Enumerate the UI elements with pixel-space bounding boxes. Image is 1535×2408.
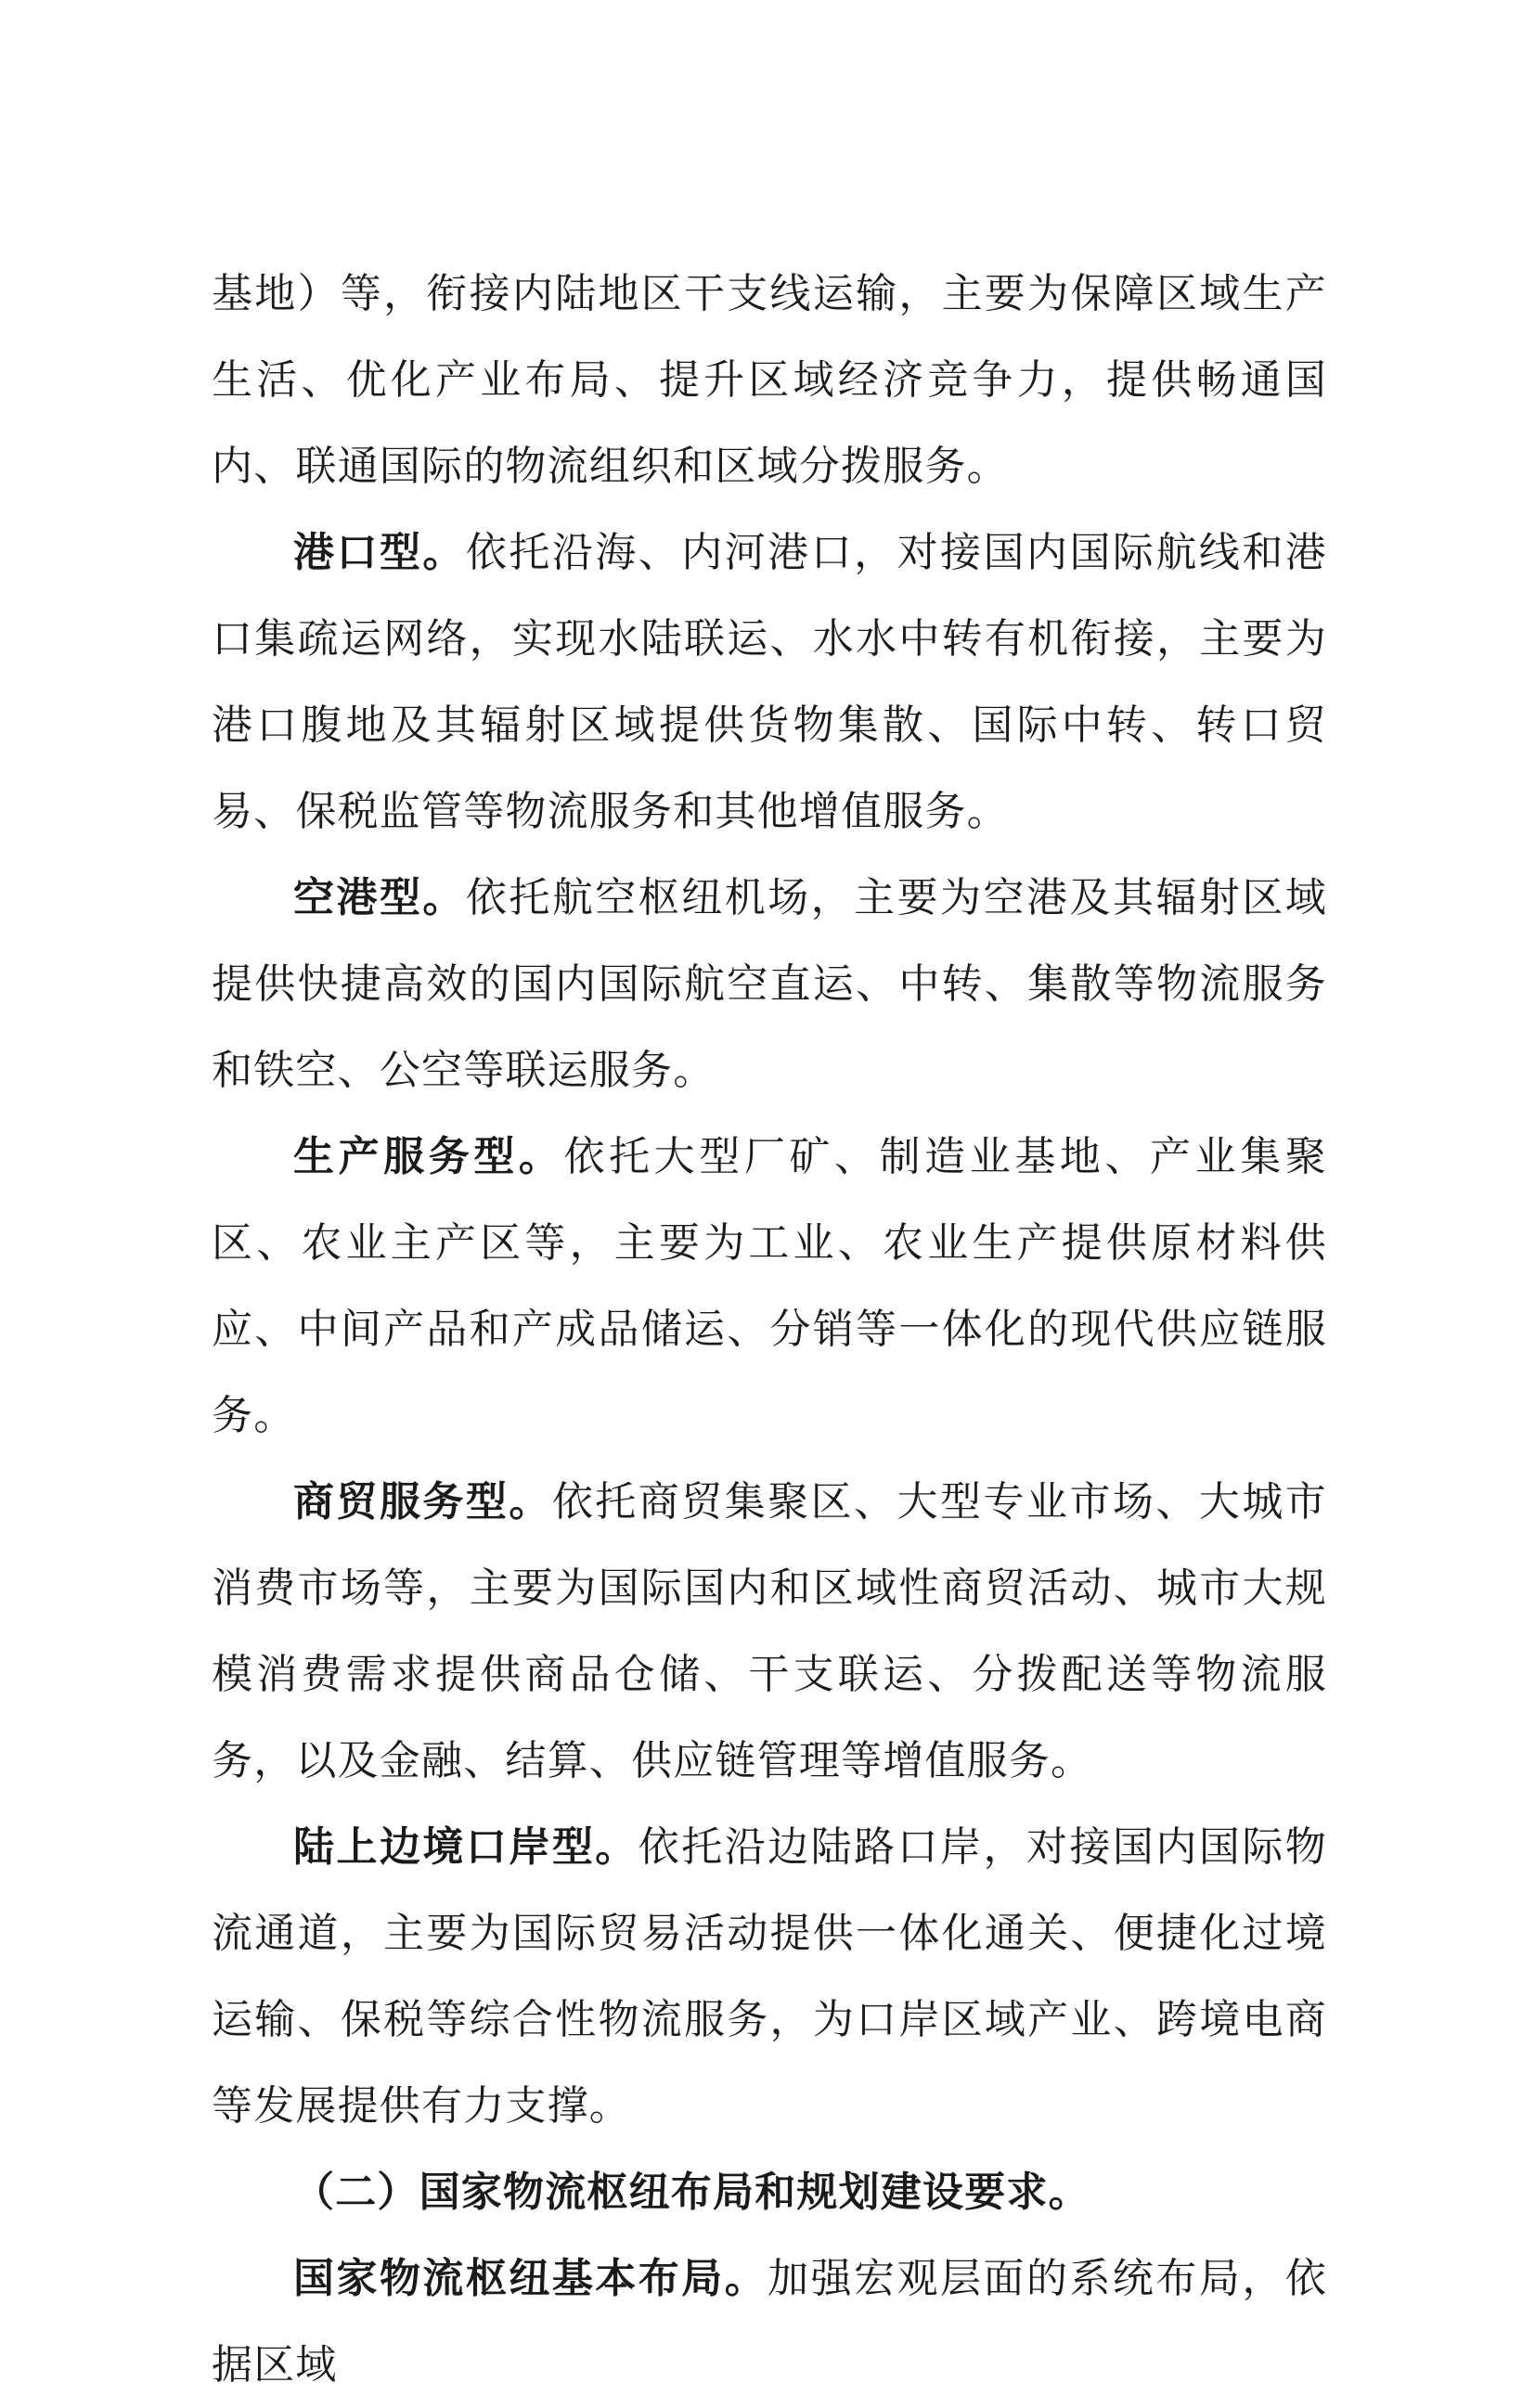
- paragraph-heading: 商贸服务型。: [293, 1478, 552, 1526]
- body-text: [212, 251, 1327, 2408]
- paragraph-port-type: [212, 509, 1327, 855]
- paragraph-heading: 陆上边境口岸型。: [293, 1823, 639, 1871]
- paragraph-text: 加强宏观层面的系统布局，依据区域: [212, 2255, 1327, 2389]
- paragraph-basic-layout: [212, 2235, 1327, 2408]
- paragraph-text: 依托大型厂矿、制造业基地、产业集聚区、农业主产区等，主要为工业、农业生产提供原材料供应、中间产品和产成品储运、分销等一体化的现代供应链服务。: [212, 1133, 1328, 1439]
- section-heading: [212, 2149, 1327, 2235]
- paragraph-land-border-port-type: [212, 1804, 1327, 2149]
- paragraph-heading: 生产服务型。: [293, 1133, 564, 1180]
- paragraph-heading: 空港型。: [293, 874, 466, 921]
- paragraph-trade-service-type: [212, 1459, 1327, 1804]
- paragraph-text: 依托沿海、内河港口，对接国内国际航线和港口集疏运网络，实现水陆联运、水水中转有机衔接，主要为港口腹地及其辐射区域提供货物集散、国际中转、转口贸易、保税监管等物流服务和其他增值服务。: [212, 529, 1328, 835]
- paragraph-text: 依托商贸集聚区、大型专业市场、大城市消费市场等，主要为国际国内和区域性商贸活动、城市大规模消费需求提供商品仓储、干支联运、分拨配送等物流服务，以及金融、结算、供应链管理等增值服务。: [212, 1478, 1327, 1784]
- paragraph-continuation: [212, 251, 1327, 509]
- paragraph-text: 依托沿边陆路口岸，对接国内国际物流通道，主要为国际贸易活动提供一体化通关、便捷化过境运输、保税等综合性物流服务，为口岸区域产业、跨境电商等发展提供有力支撑。: [212, 1823, 1327, 2130]
- paragraph-text: 基地）等，衔接内陆地区干支线运输，主要为保障区域生产生活、优化产业布局、提升区域经济竞争力，提供畅通国内、联通国际的物流组织和区域分拨服务。: [212, 270, 1327, 490]
- section-heading-text: （二）国家物流枢纽布局和规划建设要求。: [293, 2169, 1090, 2216]
- paragraph-heading: 港口型。: [293, 529, 466, 576]
- paragraph-airport-type: [212, 855, 1327, 1114]
- paragraph-production-service-type: [212, 1114, 1327, 1459]
- paragraph-text: 依托航空枢纽机场，主要为空港及其辐射区域提供快捷高效的国内国际航空直运、中转、集散等物流服务和铁空、公空等联运服务。: [212, 874, 1328, 1094]
- paragraph-heading: 国家物流枢纽基本布局。: [293, 2255, 768, 2302]
